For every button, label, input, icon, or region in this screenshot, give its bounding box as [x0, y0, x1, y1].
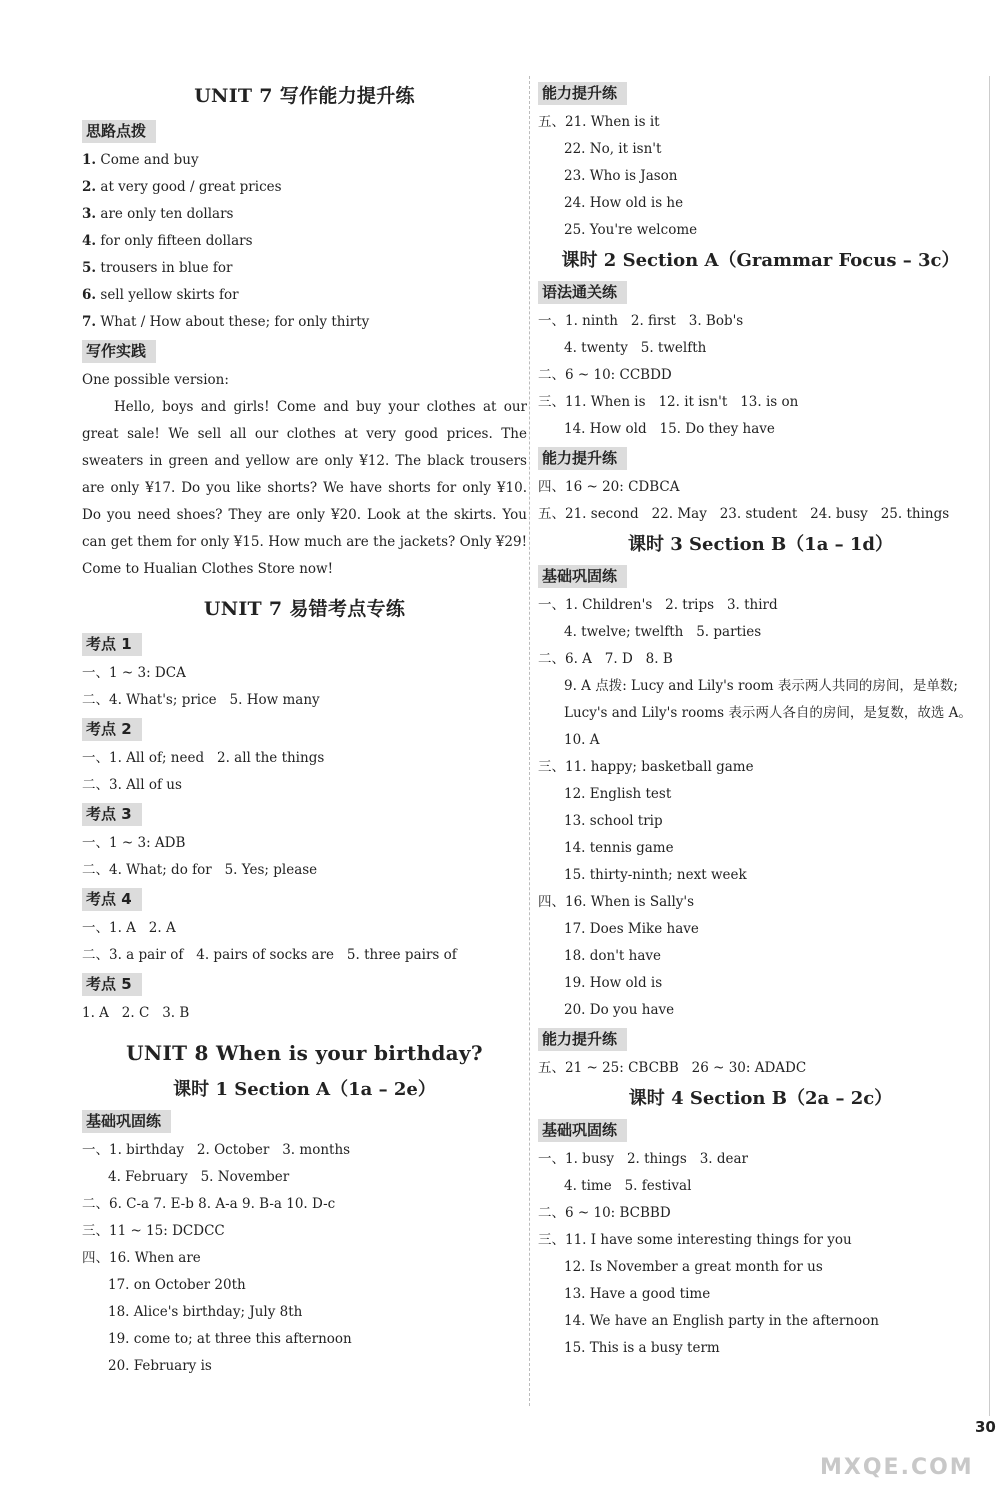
idea-text: sell yellow skirts for: [100, 287, 239, 303]
column-divider: [529, 76, 530, 1406]
s-line2: 4. twelve; twelfth 5. parties: [564, 624, 762, 640]
idea-number: 3.: [82, 206, 97, 222]
page-edge: [989, 76, 990, 1416]
tag-grammar: 语法通关练: [538, 281, 627, 304]
s-line16: 五、21 ~ 25: CBCBB 26 ~ 30: ADADC: [538, 1060, 807, 1076]
idea-number: 5.: [82, 260, 97, 276]
tag-kd3: 考点 3: [82, 803, 142, 826]
s-line7: 12. English test: [564, 786, 672, 802]
s-line6: 三、11. happy; basketball game: [538, 759, 754, 775]
s-line15: 20. Do you have: [564, 1002, 675, 1018]
tag-ability-r3: 能力提升练: [538, 1028, 627, 1051]
l1-line8: 19. come to; at three this afternoon: [108, 1331, 352, 1347]
t-line3: 二、6 ~ 10: BCBBD: [538, 1205, 671, 1221]
idea-number: 4.: [82, 233, 97, 249]
essay-paragraph: Hello, boys and girls! Come and buy your clothes at our great sale! We sell all our clothes at very good prices. The sweaters in green and yellow are only ¥12. The black trousers are only ¥17. Do you like shorts? We have shorts for only ¥10. Do you need shoes? They are only ¥20. Look at the skirts. You can get them for only ¥15. How much are the jackets? Only ¥29! Come to Hualian Clothes Store now!: [82, 399, 527, 577]
right-column: [538, 76, 983, 1362]
r-a1: 五、21. When is it: [538, 114, 660, 130]
g-line7: 五、21. second 22. May 23. student 24. busy 25. things: [538, 506, 950, 522]
g-line4: 三、11. When is 12. it isn't 13. is on: [538, 394, 799, 410]
idea-text: for only fifteen dollars: [100, 233, 253, 249]
s-line3: 二、6. A 7. D 8. B: [538, 651, 673, 667]
s-line1: 一、1. Children's 2. trips 3. third: [538, 597, 778, 613]
kd2-line2: 二、3. All of us: [82, 777, 182, 793]
essay-intro: One possible version:: [82, 372, 229, 388]
kd3-line1: 一、1 ~ 3: ADB: [82, 835, 186, 851]
kd5-line1: 1. A 2. C 3. B: [82, 1005, 190, 1021]
kd2-line1: 一、1. All of; need 2. all the things: [82, 750, 325, 766]
l1-line9: 20. February is: [108, 1358, 212, 1374]
unit8-title: UNIT 8 When is your birthday?: [126, 1041, 483, 1065]
s-line10: 15. thirty-ninth; next week: [564, 867, 747, 883]
idea-item: [82, 309, 527, 336]
r-a2: 22. No, it isn't: [564, 141, 662, 157]
g-line2: 4. twenty 5. twelfth: [564, 340, 707, 356]
left-column: [82, 76, 527, 1380]
s-line4-note: 9. A 点拨: Lucy and Lily's room 表示两人共同的房间，是单数; Lucy's and Lily's rooms 表示两人各自的房间，是复数，故选 A。: [564, 678, 972, 721]
t-line5: 12. Is November a great month for us: [564, 1259, 823, 1275]
tag-basic-l4: 基础巩固练: [538, 1119, 627, 1142]
lesson3-title: 课时 3 Section B（1a – 1d）: [627, 534, 894, 555]
s-line13: 18. don't have: [564, 948, 662, 964]
t-line6: 13. Have a good time: [564, 1286, 711, 1302]
s-line9: 14. tennis game: [564, 840, 674, 856]
tag-kd5: 考点 5: [82, 973, 142, 996]
l1-line2: 4. February 5. November: [108, 1169, 290, 1185]
g-line5: 14. How old 15. Do they have: [564, 421, 775, 437]
g-line6: 四、16 ~ 20: CDBCA: [538, 479, 680, 495]
t-line4: 三、11. I have some interesting things for you: [538, 1232, 852, 1248]
tag-ability-r2: 能力提升练: [538, 447, 627, 470]
l1-line6: 17. on October 20th: [108, 1277, 246, 1293]
t-line2: 4. time 5. festival: [564, 1178, 692, 1194]
tag-basic-l1: 基础巩固练: [82, 1110, 171, 1133]
l1-line1: 一、1. birthday 2. October 3. months: [82, 1142, 351, 1158]
t-line8: 15. This is a busy term: [564, 1340, 720, 1356]
l1-line4: 三、11 ~ 15: DCDCC: [82, 1223, 225, 1239]
tag-kd2: 考点 2: [82, 718, 142, 741]
l1-line7: 18. Alice's birthday; July 8th: [108, 1304, 303, 1320]
kd3-line2: 二、4. What; do for 5. Yes; please: [82, 862, 318, 878]
tag-kd4: 考点 4: [82, 888, 142, 911]
l1-line3: 二、6. C-a 7. E-b 8. A-a 9. B-a 10. D-c: [82, 1196, 336, 1212]
idea-item: [82, 282, 527, 309]
idea-item: [82, 228, 527, 255]
r-a5: 25. You're welcome: [564, 222, 698, 238]
idea-text: at very good / great prices: [100, 179, 282, 195]
unit7-writing-title: UNIT 7 写作能力提升练: [194, 85, 415, 107]
idea-number: 7.: [82, 314, 97, 330]
tag-kd1: 考点 1: [82, 633, 142, 656]
g-line3: 二、6 ~ 10: CCBDD: [538, 367, 672, 383]
idea-item: [82, 174, 527, 201]
s-line5: 10. A: [564, 732, 600, 748]
page-number: 30: [975, 1418, 996, 1436]
r-a4: 24. How old is he: [564, 195, 684, 211]
lesson4-title: 课时 4 Section B（2a – 2c）: [628, 1088, 893, 1109]
ideas-list: [82, 147, 527, 336]
s-line11: 四、16. When is Sally's: [538, 894, 695, 910]
s-line14: 19. How old is: [564, 975, 663, 991]
idea-text: trousers in blue for: [100, 260, 233, 276]
t-line1: 一、1. busy 2. things 3. dear: [538, 1151, 749, 1167]
kd1-line2: 二、4. What's; price 5. How many: [82, 692, 320, 708]
r-a3: 23. Who is Jason: [564, 168, 678, 184]
tag-basic-l3: 基础巩固练: [538, 565, 627, 588]
s-line8: 13. school trip: [564, 813, 663, 829]
kd1-line1: 一、1 ~ 3: DCA: [82, 665, 186, 681]
idea-text: Come and buy: [100, 152, 199, 168]
idea-number: 6.: [82, 287, 97, 303]
idea-item: [82, 255, 527, 282]
lesson2-title: 课时 2 Section A（Grammar Focus – 3c）: [561, 250, 960, 271]
idea-number: 2.: [82, 179, 97, 195]
g-line1: 一、1. ninth 2. first 3. Bob's: [538, 313, 744, 329]
t-line7: 14. We have an English party in the afternoon: [564, 1313, 879, 1329]
l1-line5: 四、16. When are: [82, 1250, 201, 1266]
kd4-line2: 二、3. a pair of 4. pairs of socks are 5. three pairs of: [82, 947, 457, 963]
watermark: MXQE.COM: [820, 1455, 974, 1480]
kd4-line1: 一、1. A 2. A: [82, 920, 176, 936]
idea-text: What / How about these; for only thirty: [100, 314, 370, 330]
tag-practice: 写作实践: [82, 340, 156, 363]
tag-ability-r1: 能力提升练: [538, 82, 627, 105]
s-line12: 17. Does Mike have: [564, 921, 699, 937]
idea-number: 1.: [82, 152, 97, 168]
idea-text: are only ten dollars: [100, 206, 234, 222]
tag-ideas: 思路点拨: [82, 120, 156, 143]
idea-item: [82, 201, 527, 228]
unit7-errors-title: UNIT 7 易错考点专练: [203, 598, 406, 620]
lesson1-title: 课时 1 Section A（1a – 2e）: [173, 1079, 436, 1100]
idea-item: [82, 147, 527, 174]
